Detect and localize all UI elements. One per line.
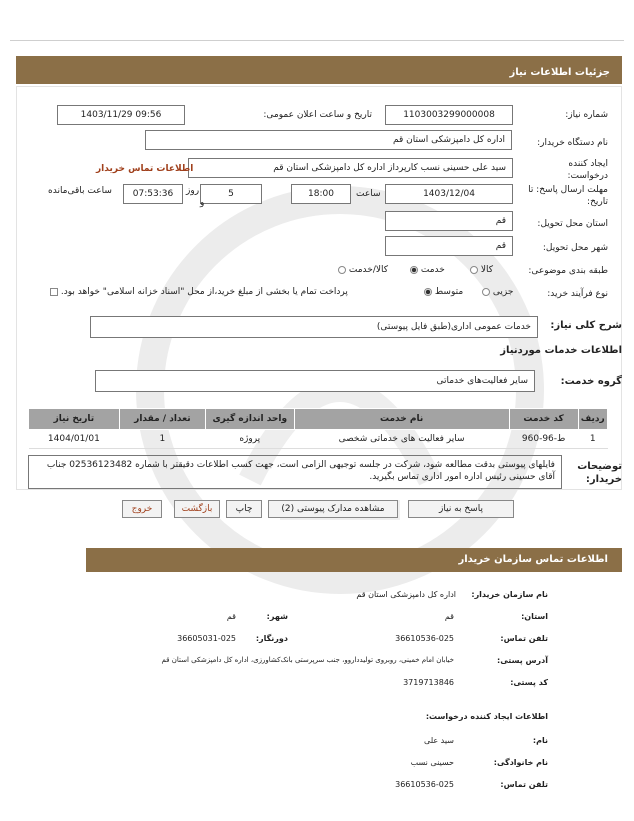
process-option-minor[interactable] xyxy=(482,287,513,297)
payment-checkbox[interactable] xyxy=(50,288,58,296)
cell-service-code: ط-96-960 xyxy=(509,430,578,449)
page-title: جزئیات اطلاعات نیاز xyxy=(16,56,622,84)
delivery-province-field: قم xyxy=(385,211,513,231)
days-label: روز xyxy=(186,186,200,196)
col-row: ردیف xyxy=(578,409,607,430)
need-summary-field: خدمات عمومی اداری(طبق فایل پیوستی) xyxy=(90,316,538,338)
and-label: و xyxy=(200,198,205,208)
col-need-date: تاریخ نیاز xyxy=(29,409,120,430)
deadline-date-field: 1403/12/04 xyxy=(385,184,513,204)
creator-field: سید علی حسینی نسب کارپرداز اداره کل دامپزشکی استان قم xyxy=(188,158,513,178)
contact-section-title: اطلاعات تماس سازمان خریدار xyxy=(86,548,622,572)
contact-org-value: اداره کل دامپزشکی استان قم xyxy=(356,590,456,599)
delivery-city-field: قم xyxy=(385,236,513,256)
announce-label: تاریخ و ساعت اعلان عمومی: xyxy=(263,110,372,120)
table-row xyxy=(29,430,608,449)
col-quantity: تعداد / مقدار xyxy=(119,409,205,430)
process-option-medium[interactable] xyxy=(424,287,463,297)
contact-address-value: خیابان امام خمینی، روبروی تولیدداروو، جنب سرپرستی بانک‌کشاورزی، اداره کل دامپزشکی استان قم xyxy=(161,656,454,664)
creator-name-value: سید علی xyxy=(424,736,454,745)
category-option-goods[interactable] xyxy=(470,265,493,275)
contact-city-value: قم xyxy=(226,612,236,621)
back-button[interactable]: بازگشت xyxy=(174,500,220,518)
category-option-service[interactable] xyxy=(410,265,445,275)
view-docs-button[interactable]: مشاهده مدارک پیوستی (2) xyxy=(268,500,398,518)
remaining-time-field: 07:53:36 xyxy=(123,184,183,204)
exit-button[interactable]: خروج xyxy=(122,500,162,518)
process-label: نوع فرآیند خرید: xyxy=(547,289,608,299)
col-service-code: کد خدمت xyxy=(509,409,578,430)
contact-phone-label: تلفن تماس: xyxy=(500,634,548,643)
time-label: ساعت xyxy=(356,189,381,199)
process-medium-label: متوسط xyxy=(434,287,464,297)
process-minor-label: جزیی xyxy=(492,287,514,297)
need-summary-label: شرح کلی نیاز: xyxy=(550,320,622,331)
creator-label: ایجاد کننده درخواست: xyxy=(567,159,608,181)
cell-quantity: 1 xyxy=(119,430,205,449)
radio-minor[interactable] xyxy=(482,288,490,296)
creator-family-label: نام خانوادگی: xyxy=(493,758,548,767)
category-goods-service-label: کالا/خدمت xyxy=(348,265,389,275)
contact-fax-label: دورنگار: xyxy=(255,634,288,643)
payment-note xyxy=(50,287,348,297)
creator-name-label: نام: xyxy=(532,736,548,745)
category-option-goods-service[interactable] xyxy=(338,265,388,275)
cell-row: 1 xyxy=(578,430,607,449)
services-title: اطلاعات خدمات موردنیاز xyxy=(500,345,622,356)
cell-unit: پروژه xyxy=(206,430,294,449)
creator-phone-value: 36610536-025 xyxy=(395,780,454,789)
category-goods-label: کالا xyxy=(480,265,494,275)
delivery-province-label: استان محل تحویل: xyxy=(537,219,608,229)
delivery-city-label: شهر محل تحویل: xyxy=(542,243,608,253)
category-service-label: خدمت xyxy=(420,265,445,275)
payment-note-text: پرداخت تمام یا بخشی از مبلغ خرید،از محل "اسناد خزانه اسلامی" خواهد بود. xyxy=(60,287,348,297)
buyer-org-field: اداره کل دامپزشکی استان قم xyxy=(145,130,512,150)
creator-family-value: حسینی نسب xyxy=(410,758,454,767)
items-table xyxy=(28,408,608,449)
buyer-notes-label: توضیحات خریدار: xyxy=(577,461,622,485)
top-divider xyxy=(10,40,624,41)
buyer-org-label: نام دستگاه خریدار: xyxy=(537,138,608,148)
table-header-row xyxy=(29,409,608,430)
creator-section-title: اطلاعات ایجاد کننده درخواست: xyxy=(425,712,548,721)
radio-goods-service[interactable] xyxy=(338,266,346,274)
contact-province-label: استان: xyxy=(521,612,548,621)
deadline-label: مهلت ارسال پاسخ: تا تاریخ: xyxy=(528,185,608,207)
contact-province-value: قم xyxy=(444,612,454,621)
announce-field: 1403/11/29 09:56 xyxy=(57,105,185,125)
reply-button[interactable]: پاسخ به نیاز xyxy=(408,500,514,518)
cell-need-date: 1404/01/01 xyxy=(29,430,120,449)
col-service-name: نام خدمت xyxy=(294,409,509,430)
remaining-label: ساعت باقی‌مانده xyxy=(48,186,112,196)
radio-goods[interactable] xyxy=(470,266,478,274)
contact-postal-label: کد پستی: xyxy=(510,678,548,687)
print-button[interactable]: چاپ xyxy=(226,500,262,518)
contact-postal-value: 3719713846 xyxy=(403,678,454,687)
days-field: 5 xyxy=(200,184,262,204)
buyer-contact-link[interactable]: اطلاعات تماس خریدار xyxy=(96,164,194,174)
deadline-time-field: 18:00 xyxy=(291,184,351,204)
contact-phone-value: 36610536-025 xyxy=(395,634,454,643)
need-number-field: 1103003299000008 xyxy=(385,105,513,125)
radio-medium[interactable] xyxy=(424,288,432,296)
need-number-label: شماره نیاز: xyxy=(565,110,608,120)
cell-service-name: سایر فعالیت های خدماتی شخصی xyxy=(294,430,509,449)
contact-fax-value: 36605031-025 xyxy=(177,634,236,643)
contact-address-label: آدرس پستی: xyxy=(497,656,548,665)
service-group-field: سایر فعالیت‌های خدماتی xyxy=(95,370,535,392)
service-group-label: گروه خدمت: xyxy=(560,376,622,387)
col-unit: واحد اندازه گیری xyxy=(206,409,294,430)
contact-org-label: نام سازمان خریدار: xyxy=(471,590,548,599)
contact-city-label: شهر: xyxy=(266,612,288,621)
radio-service[interactable] xyxy=(410,266,418,274)
creator-phone-label: تلفن تماس: xyxy=(500,780,548,789)
category-label: طبقه بندی موضوعی: xyxy=(528,266,608,276)
buyer-notes-text: فایلهای پیوستی بدقت مطالعه شود، شرکت در جلسه توجیهی الزامی است، جهت کسب اطلاعات دقیقتر با شماره 02536123482 جناب آقای حسینی رئیس اداره امور اداری تماس بگیرید. xyxy=(28,455,562,489)
